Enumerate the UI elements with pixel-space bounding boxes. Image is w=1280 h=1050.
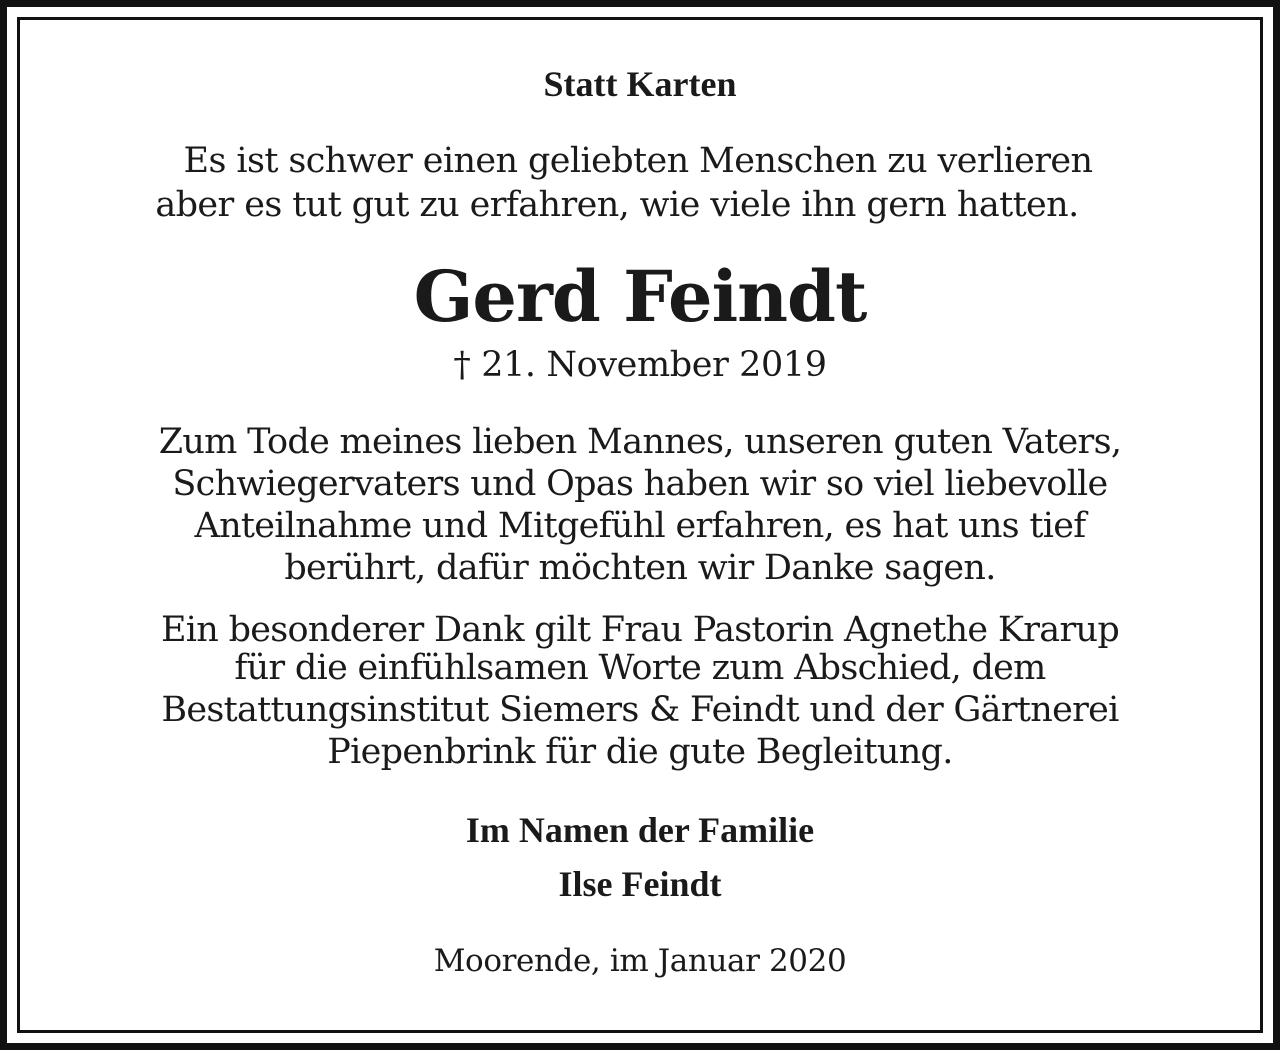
paragraph2-line-3: Bestattungsinstitut Siemers & Feindt und der Gärtnerei [161, 690, 1119, 730]
paragraph1-line-1: Zum Tode meines lieben Mannes, unseren guten Vaters, [158, 422, 1122, 462]
verse-line-1: Es ist schwer einen geliebten Menschen zu verlieren [183, 141, 1093, 181]
header-text: Statt Karten [543, 64, 737, 104]
paragraph2-line-1: Ein besonderer Dank gilt Frau Pastorin Agnethe Krarup [160, 610, 1120, 650]
place-date: Moorende, im Januar 2020 [433, 943, 847, 979]
paragraph1-line-3: Anteilnahme und Mitgefühl erfahren, es hat uns tief [194, 506, 1086, 546]
death-date: † 21. November 2019 [453, 345, 827, 385]
signature-name: Ilse Feindt [558, 864, 722, 904]
verse-line-2: aber es tut gut zu erfahren, wie viele ihn gern hatten. [155, 185, 1079, 225]
paragraph2-line-4: Piepenbrink für die gute Begleitung. [327, 732, 953, 772]
paragraph1-line-2: Schwiegervaters und Opas haben wir so viel liebevolle [172, 464, 1108, 504]
deceased-name: Gerd Feindt [413, 255, 867, 338]
signature-line-1: Im Namen der Familie [465, 810, 815, 850]
paragraph1-line-4: berührt, dafür möchten wir Danke sagen. [284, 548, 996, 588]
paragraph2-line-2: für die einfühlsamen Worte zum Abschied, dem [234, 648, 1046, 688]
